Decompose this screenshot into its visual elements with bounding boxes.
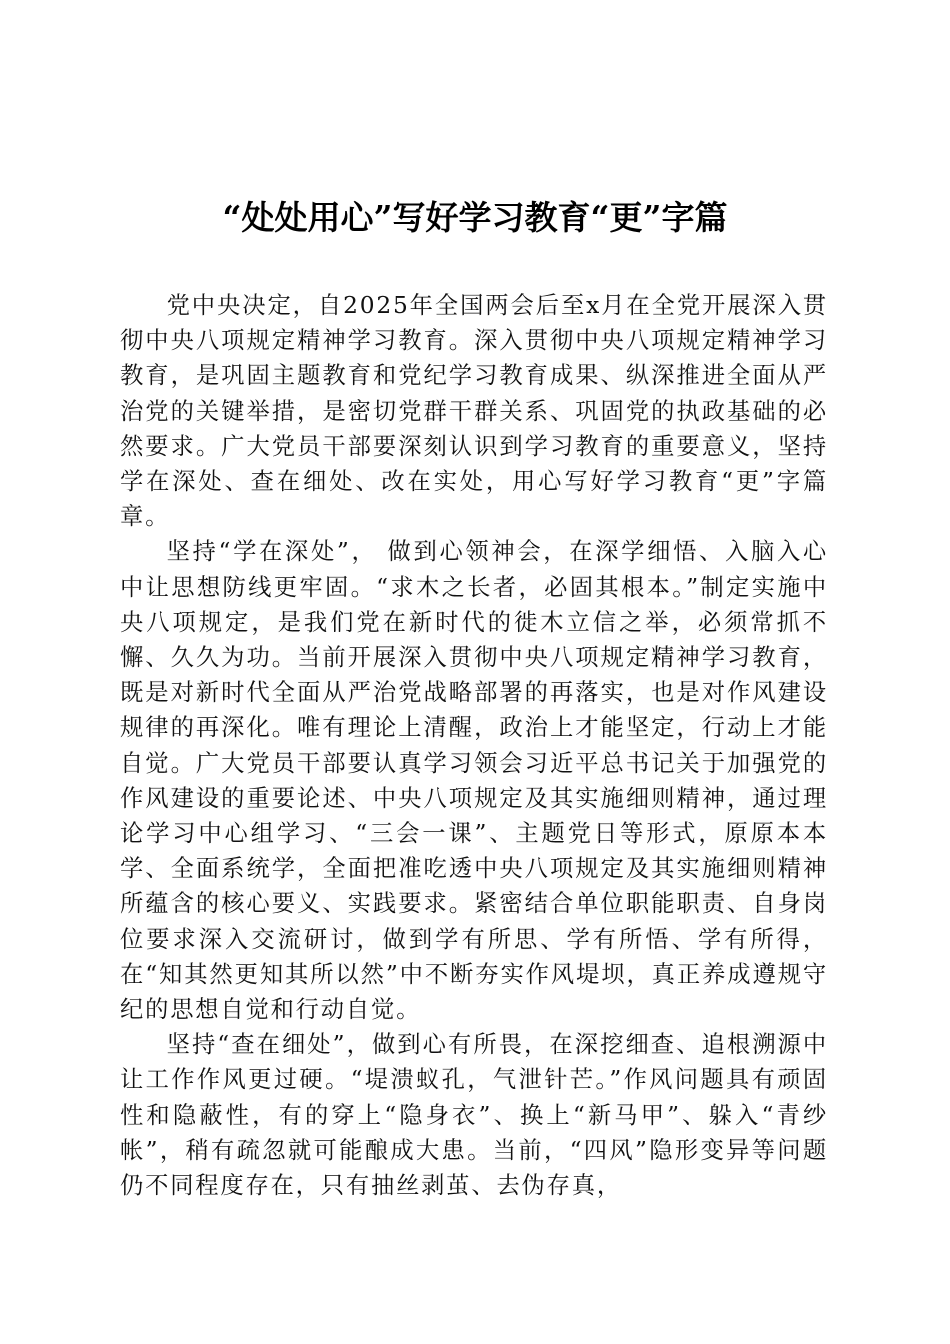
paragraph-2: 坚持“学在深处”， 做到心领神会，在深学细悟、入脑入心中让思想防线更牢固。“求木之长者，必固其根本。”制定实施中央八项规定，是我们党在新时代的徙木立信之举，必须常抓不懈、久久为功。当前开展深入贯彻中央八项规定精神学习教育，既是对新时代全面从严治党战略部署的再落实，也是对作风建设规律的再深化。唯有理论上清醒，政治上才能坚定，行动上才能自觉。广大党员干部要认真学习领会习近平总书记关于加强党的作风建设的重要论述、中央八项规定及其实施细则精神，通过理论学习中心组学习、“三会一课”、主题党日等形式，原原本本学、全面系统学，全面把准吃透中央八项规定及其实施细则精神所蕴含的核心要义、实践要求。紧密结合单位职能职责、自身岗位要求深入交流研讨，做到学有所思、学有所悟、学有所得，在“知其然更知其所以然”中不断夯实作风堤坝，真正养成遵规守纪的思想自觉和行动自觉。 [120,538,828,1024]
document-title: “处处用心”写好学习教育“更”字篇 [222,198,728,237]
paragraph-3: 坚持“查在细处”，做到心有所畏，在深挖细查、追根溯源中让工作作风更过硬。“堤溃蚁孔，气泄针芒。”作风问题具有顽固性和隐蔽性，有的穿上“隐身衣”、换上“新马甲”、躲入“青纱帐”，稍有疏忽就可能酿成大患。当前，“四风”隐形变异等问题仍不同程度存在，只有抽丝剥茧、去伪存真， [120,1031,828,1200]
paragraph-1: 党中央决定，自2025年全国两会后至x月在全党开展深入贯彻中央八项规定精神学习教育。深入贯彻中央八项规定精神学习教育，是巩固主题教育和党纪学习教育成果、纵深推进全面从严治党的关键举措，是密切党群干群关系、巩固党的执政基础的必然要求。广大党员干部要深刻认识到学习教育的重要意义，坚持学在深处、查在细处、改在实处，用心写好学习教育“更”字篇章。 [120,292,828,531]
document-body [120,288,828,1203]
